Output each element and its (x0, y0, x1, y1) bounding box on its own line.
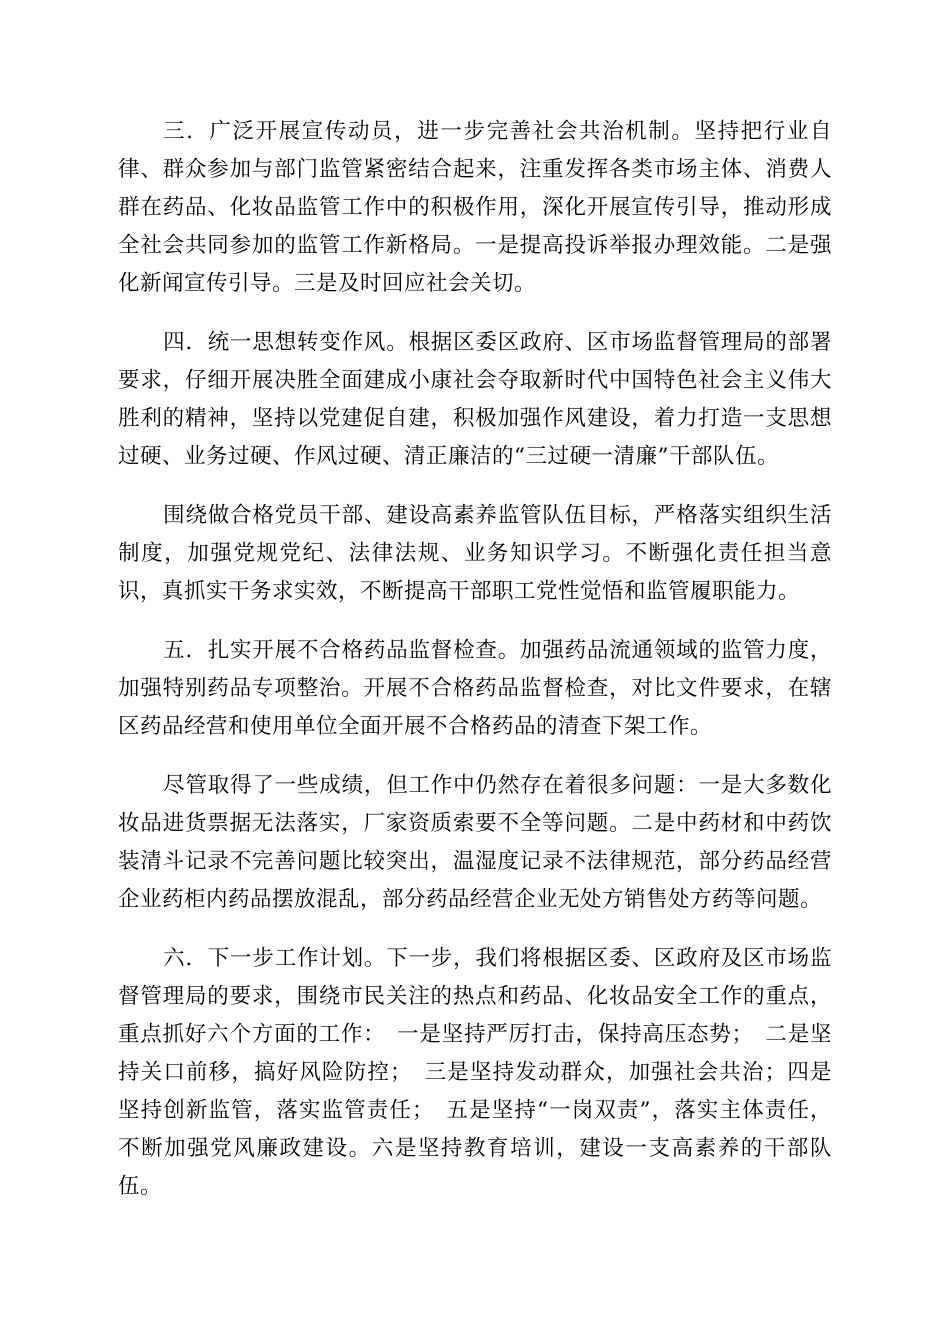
paragraph-publicity: 三．广泛开展宣传动员，进一步完善社会共治机制。坚持把行业自律、群众参加与部门监管紧密结合起来，注重发挥各类市场主体、消费人群在药品、化妆品监管工作中的积极作用，深化开展宣传引导，推动形成全社会共同参加的监管工作新格局。一是提高投诉举报办理效能。二是强化新闻宣传引导。三是及时回应社会关切。 (118, 119, 832, 296)
paragraph-party-members: 围绕做合格党员干部、建设高素养监管队伍目标，严格落实组织生活制度，加强党规党纪、法律法规、业务知识学习。不断强化责任担当意识，真抓实干务求实效，不断提高干部职工党性觉悟和监管履职能力。 (118, 503, 832, 604)
paragraph-next-plan: 六．下一步工作计划。下一步，我们将根据区委、区政府及区市场监督管理局的要求，围绕市民关注的热点和药品、化妆品安全工作的重点，重点抓好六个方面的工作： 一是坚持严厉打击，保持高压态势； 二是坚持关口前移，搞好风险防控； 三是坚持发动群众，加强社会共治；四是坚持创新监管，落实监管责任； 五是坚持“一岗双责”，落实主体责任，不断加强党风廉政建设。六是坚持教育培训，建设一支高素养的干部队伍。 (118, 946, 832, 1199)
paragraph-work-style: 四．统一思想转变作风。根据区委区政府、区市场监督管理局的部署要求，仔细开展决胜全面建成小康社会夺取新时代中国特色社会主义伟大胜利的精神，坚持以党建促自建，积极加强作风建设，着力打造一支思想过硬、业务过硬、作风过硬、清正廉洁的“三过硬一清廉”干部队伍。 (118, 330, 832, 469)
paragraph-problems: 尽管取得了一些成绩，但工作中仍然存在着很多问题：一是大多数化妆品进货票据无法落实，厂家资质索要不全等问题。二是中药材和中药饮装清斗记录不完善问题比较突出，温湿度记录不法律规范，部分药品经营企业药柜内药品摆放混乱，部分药品经营企业无处方销售处方药等问题。 (118, 773, 832, 912)
paragraph-drug-inspection: 五．扎实开展不合格药品监督检查。加强药品流通领域的监管力度，加强特别药品专项整治。开展不合格药品监督检查，对比文件要求，在辖区药品经营和使用单位全面开展不合格药品的清查下架工作。 (118, 638, 832, 739)
